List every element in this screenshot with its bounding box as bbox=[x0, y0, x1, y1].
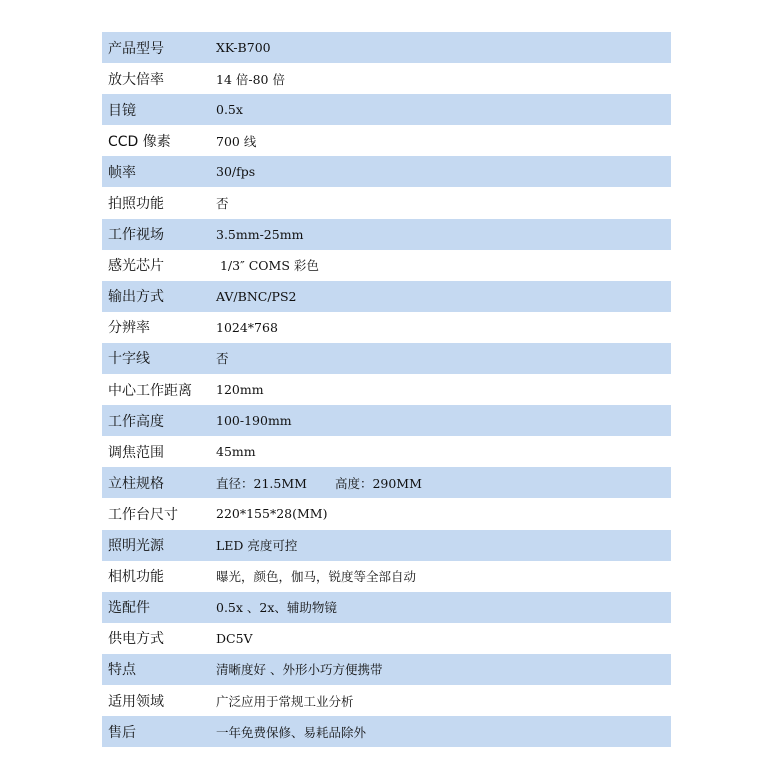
spec-label: 中心工作距离 bbox=[108, 382, 192, 399]
spec-value: 否 bbox=[216, 351, 229, 367]
spec-value: 清晰度好 、外形小巧方便携带 bbox=[216, 662, 383, 678]
spec-label: 调焦范围 bbox=[108, 444, 164, 461]
spec-value: DC5V bbox=[216, 630, 253, 646]
spec-value: 曝光，颜色，伽马，锐度等全部自动 bbox=[216, 569, 417, 585]
spec-label: 拍照功能 bbox=[108, 196, 164, 213]
spec-value: 14 倍-80 倍 bbox=[216, 71, 285, 87]
spec-value bbox=[214, 467, 671, 498]
spec-label: 产品型号 bbox=[108, 40, 164, 57]
table-row bbox=[102, 530, 671, 561]
table-row bbox=[102, 436, 671, 467]
table-row bbox=[102, 32, 671, 63]
spec-label: 放大倍率 bbox=[108, 71, 164, 88]
spec-label: 分辨率 bbox=[108, 320, 150, 337]
spec-label: 照明光源 bbox=[108, 538, 164, 555]
spec-value: 广泛应用于常规工业分析 bbox=[216, 693, 354, 709]
table-row bbox=[102, 219, 671, 250]
spec-label: 感光芯片 bbox=[108, 258, 164, 275]
spec-value: 120mm bbox=[216, 382, 264, 398]
table-row bbox=[102, 156, 671, 187]
spec-value: 一年免费保修、易耗品除外 bbox=[216, 724, 367, 740]
spec-value: 1024*768 bbox=[216, 319, 278, 335]
spec-label: 立柱规格 bbox=[108, 475, 164, 492]
table-row bbox=[102, 250, 671, 281]
table-row bbox=[102, 623, 671, 654]
spec-value: 220*155*28(MM) bbox=[216, 506, 328, 522]
table-row bbox=[102, 94, 671, 125]
spec-label: 售后 bbox=[108, 724, 136, 741]
spec-value: 0.5x bbox=[216, 102, 243, 118]
spec-label: 适用领域 bbox=[108, 693, 164, 710]
spec-value: 3.5mm-25mm bbox=[216, 226, 304, 242]
spec-label: 输出方式 bbox=[108, 289, 164, 306]
spec-label: 帧率 bbox=[108, 164, 136, 181]
table-row bbox=[102, 716, 671, 747]
table-row bbox=[102, 281, 671, 312]
spec-value: 45mm bbox=[216, 444, 256, 460]
table-row bbox=[102, 685, 671, 716]
pillar-height: 高度：290MM bbox=[334, 475, 422, 491]
table-row bbox=[102, 592, 671, 623]
table-row bbox=[102, 405, 671, 436]
table-row bbox=[102, 187, 671, 218]
table-row bbox=[102, 374, 671, 405]
spec-value: 0.5x 、2x、辅助物镜 bbox=[216, 600, 337, 616]
table-row bbox=[102, 125, 671, 156]
spec-table bbox=[102, 32, 671, 747]
table-row bbox=[102, 498, 671, 529]
spec-value: 700 线 bbox=[216, 133, 257, 149]
spec-value: 100-190mm bbox=[216, 413, 292, 429]
spec-value: XK-B700 bbox=[216, 40, 271, 56]
spec-label: 特点 bbox=[108, 662, 136, 679]
spec-label: 工作高度 bbox=[108, 413, 164, 430]
spec-value: LED 亮度可控 bbox=[216, 538, 298, 554]
spec-label: CCD 像素 bbox=[108, 133, 171, 150]
pillar-diameter: 直径：21.5MM bbox=[216, 475, 307, 491]
spec-value: 30/fps bbox=[216, 164, 256, 180]
spec-value: 1/3″ COMS 彩色 bbox=[216, 258, 319, 274]
table-row bbox=[102, 561, 671, 592]
table-row bbox=[102, 343, 671, 374]
table-row bbox=[102, 63, 671, 94]
table-row bbox=[102, 654, 671, 685]
spec-label: 供电方式 bbox=[108, 631, 164, 648]
spec-label: 工作视场 bbox=[108, 227, 164, 244]
spec-label: 选配件 bbox=[108, 600, 150, 617]
spec-value: 否 bbox=[216, 196, 229, 212]
table-row bbox=[102, 467, 671, 498]
spec-value: AV/BNC/PS2 bbox=[216, 288, 297, 304]
spec-label: 目镜 bbox=[108, 102, 136, 119]
table-row bbox=[102, 312, 671, 343]
spec-label: 十字线 bbox=[108, 351, 150, 368]
spec-label: 相机功能 bbox=[108, 569, 164, 586]
spec-label: 工作台尺寸 bbox=[108, 506, 178, 523]
